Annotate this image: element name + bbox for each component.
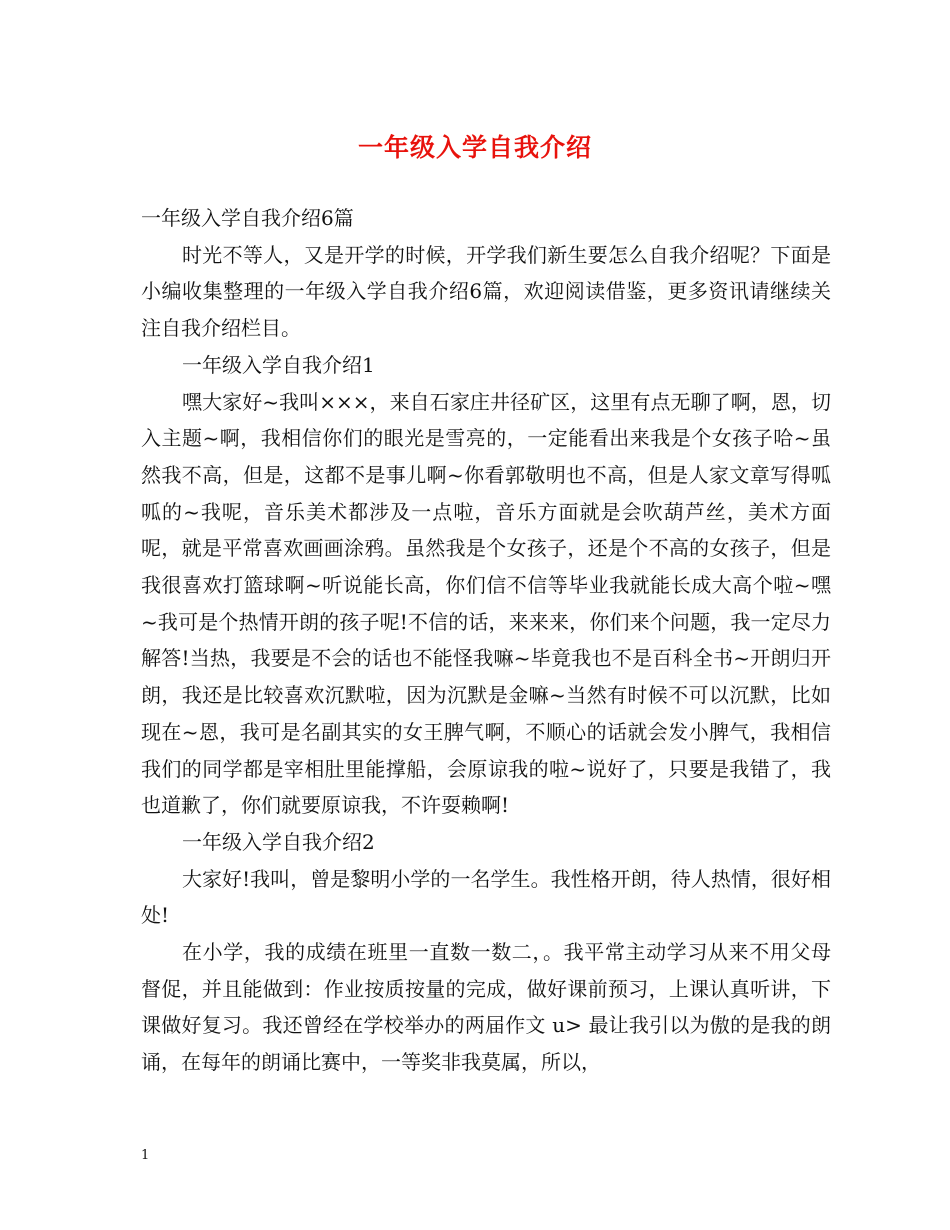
section-2-paragraph-1: 大家好!我叫，曾是黎明小学的一名学生。我性格开朗，待人热情，很好相处! [141,866,831,928]
section-2-paragraph-2: 在小学，我的成绩在班里一直数一数二，。我平常主动学习从来不用父母督促，并且能做到：作业按质按量的完成，做好课前预习，上课认真听讲，下课做好复习。我还曾经在学校举办的两届作文 u> 最让我引以为傲的是我的朗诵，在每年的朗诵比赛中，一等奖非我莫属，所以， [141,940,831,1075]
subtitle-line: 一年级入学自我介绍6篇 [141,206,354,230]
section-heading-2: 一年级入学自我介绍2 [182,829,375,854]
section-1-paragraph: 嘿大家好~我叫×××，来自石家庄井径矿区，这里有点无聊了啊，恩，切入主题~啊，我相信你们的眼光是雪亮的，一定能看出来我是个女孩子哈~虽然我不高，但是，这都不是事儿啊~你看郭敬明也不高，但是人家文章写得呱呱的~我呢，音乐美术都涉及一点啦，音乐方面就是会吹葫芦丝，美术方面呢，就是平常喜欢画画涂鸦。虽然我是个女孩子，还是个不高的女孩子，但是我很喜欢打篮球啊~听说能长高，你们信不信等毕业我就能长成大高个啦~嘿~我可是个热情开朗的孩子呢!不信的话，来来来，你们来个问题，我一定尽力解答!当热，我要是不会的话也不能怪我嘛~毕竟我也不是百科全书~开朗归开朗，我还是比较喜欢沉默啦，因为沉默是金嘛~当然有时候不可以沉默，比如现在~恩，我可是名副其实的女王脾气啊，不顺心的话就会发小脾气，我相信我们的同学都是宰相肚里能撑船，会原谅我的啦~说好了，只要是我错了，我也道歉了，你们就要原谅我，不许耍赖啊! [141,389,831,818]
intro-paragraph: 时光不等人，又是开学的时候，开学我们新生要怎么自我介绍呢？下面是小编收集整理的一年级入学自我介绍6篇，欢迎阅读借鉴，更多资讯请继续关注自我介绍栏目。 [141,242,831,341]
document-title: 一年级入学自我介绍 [357,133,592,162]
section-heading-1: 一年级入学自我介绍1 [182,352,375,377]
page-number: 1 [141,1148,150,1163]
document-body [141,200,831,1081]
